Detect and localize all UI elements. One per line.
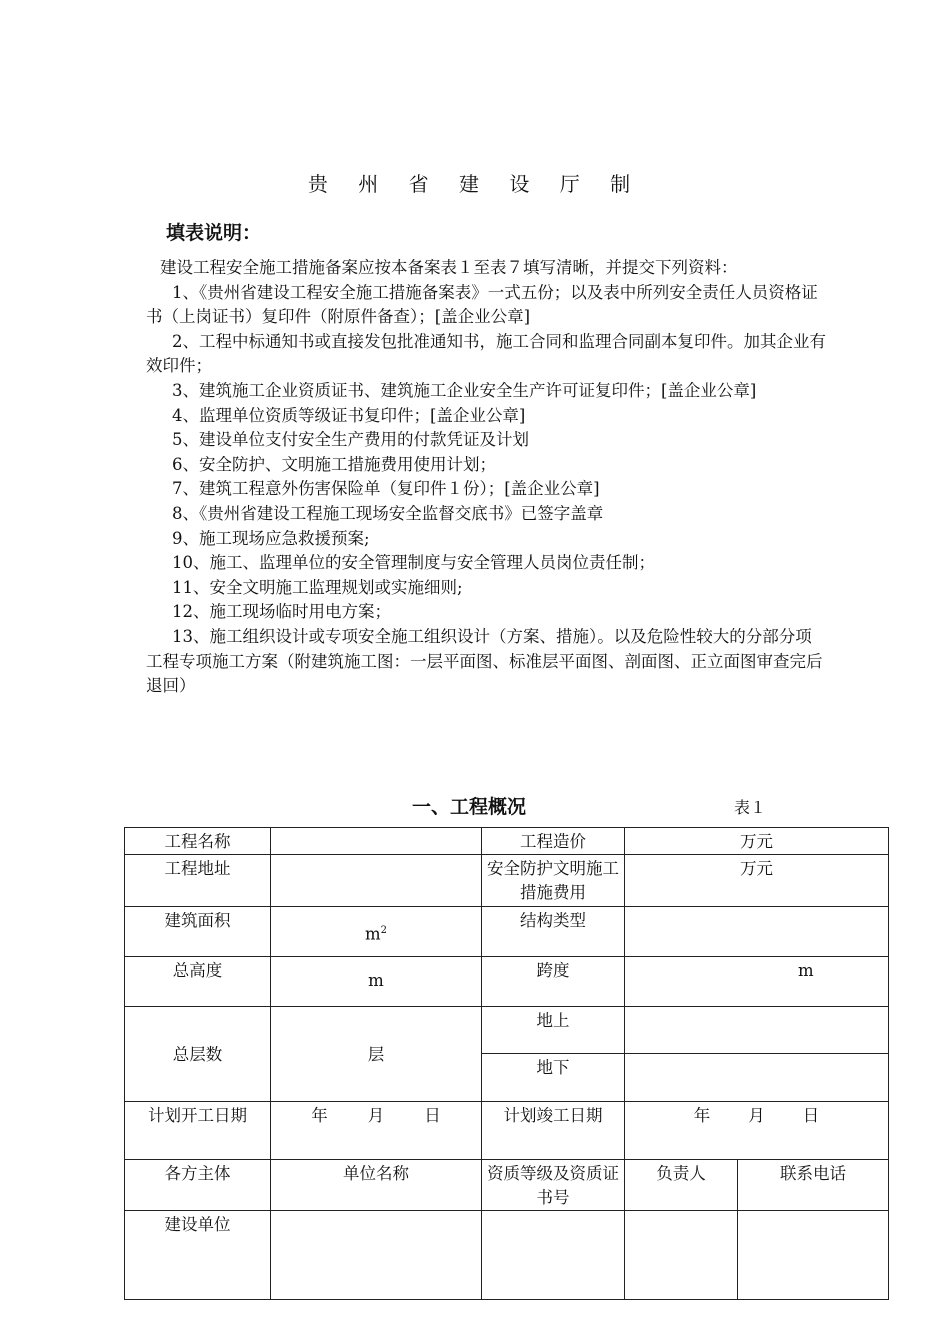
span-value[interactable] (625, 957, 889, 1007)
instructions-title: 填表说明： (166, 222, 262, 244)
instruction-item: 7、建筑工程意外伤害保险单（复印件１份）；[盖企业公章] (172, 479, 600, 499)
qualification-header: 资质等级及资质证书号 (482, 1160, 625, 1211)
owner-unit-qualification[interactable] (482, 1211, 625, 1300)
instruction-item: 12、施工现场临时用电方案； (172, 602, 391, 622)
above-ground-value[interactable] (625, 1007, 889, 1054)
project-overview-table (124, 827, 889, 1300)
instruction-item: 8、《贵州省建设工程施工现场安全监督交底书》已签字盖章 (172, 503, 604, 523)
project-name-value[interactable] (271, 828, 482, 855)
end-year: 年 (693, 1106, 711, 1125)
instruction-item: 3、建筑施工企业资质证书、建筑施工企业安全生产许可证复印件；[盖企业公章] (172, 380, 757, 400)
floors-unit: 层 (367, 1045, 385, 1064)
parties-label: 各方主体 (125, 1160, 271, 1211)
instruction-item: 4、监理单位资质等级证书复印件；[盖企业公章] (172, 405, 526, 425)
below-ground-label: 地下 (482, 1054, 625, 1102)
instructions-body (146, 256, 826, 699)
above-ground-label: 地上 (482, 1007, 625, 1054)
floors-label: 总层数 (125, 1007, 271, 1102)
area-value[interactable] (271, 907, 482, 957)
instruction-item: 11、安全文明施工监理规划或实施细则; (172, 577, 463, 597)
height-unit: m (368, 971, 384, 990)
owner-unit-phone[interactable] (738, 1211, 889, 1300)
safety-cost-label: 安全防护文明施工措施费用 (482, 855, 625, 907)
instruction-item: 2、工程中标通知书或直接发包批准通知书，施工合同和监理合同副本复印件。加其企业有效印件； (146, 331, 826, 376)
owner-unit-responsible[interactable] (625, 1211, 738, 1300)
area-unit: $m^2$ (364, 924, 388, 944)
responsible-header: 负责人 (625, 1160, 738, 1211)
owner-unit-name[interactable] (271, 1211, 482, 1300)
address-value[interactable] (271, 855, 482, 907)
safety-cost-unit: 万元 (740, 859, 773, 878)
project-cost-label: 工程造价 (482, 828, 625, 855)
start-date-value[interactable] (271, 1102, 482, 1160)
instruction-item: 5、建设单位支付安全生产费用的付款凭证及计划 (172, 430, 529, 450)
end-date-label: 计划竣工日期 (482, 1102, 625, 1160)
floors-value[interactable] (271, 1007, 482, 1102)
height-label: 总高度 (125, 957, 271, 1007)
issuer-line: 贵 州 省 建 设 厅 制 (307, 172, 643, 196)
instructions-intro: 建设工程安全施工措施备案应按本备案表１至表７填写清晰，并提交下列资料： (160, 258, 738, 277)
instruction-item: 9、施工现场应急救援预案; (172, 528, 370, 548)
project-name-label: 工程名称 (125, 828, 271, 855)
span-unit: m (798, 961, 814, 980)
owner-unit-label: 建设单位 (125, 1211, 271, 1300)
instruction-item: 13、施工组织设计或专项安全施工组织设计（方案、措施）。以及危险性较大的分部分项工程专项施工方案（附建筑施工图：一层平面图、标准层平面图、剖面图、正立面图审查完后退回） (146, 626, 823, 696)
below-ground-value[interactable] (625, 1054, 889, 1102)
end-month: 月 (748, 1106, 765, 1125)
end-day: 日 (802, 1106, 820, 1125)
phone-header: 联系电话 (738, 1160, 889, 1211)
project-cost-unit: 万元 (740, 832, 773, 851)
span-label: 跨度 (482, 957, 625, 1007)
structure-value[interactable] (625, 907, 889, 957)
start-date-label: 计划开工日期 (125, 1102, 271, 1160)
project-cost-value[interactable] (625, 828, 889, 855)
end-date-value[interactable] (625, 1102, 889, 1160)
instruction-item: 1、《贵州省建设工程安全施工措施备案表》一式五份；以及表中所列安全责任人员资格证书（上岗证书）复印件（附原件备查）；[盖企业公章] (146, 282, 818, 327)
height-value[interactable] (271, 957, 482, 1007)
unit-name-header: 单位名称 (271, 1160, 482, 1211)
structure-label: 结构类型 (482, 907, 625, 957)
instruction-item: 6、安全防护、文明施工措施费用使用计划； (172, 454, 496, 474)
start-month: 月 (367, 1106, 385, 1125)
instruction-item: 10、施工、监理单位的安全管理制度与安全管理人员岗位责任制； (172, 553, 655, 573)
start-year: 年 (311, 1106, 328, 1125)
start-day: 日 (424, 1106, 441, 1125)
safety-cost-value[interactable] (625, 855, 889, 907)
area-label: 建筑面积 (125, 907, 271, 957)
table-title: 一、工程概况 (412, 796, 527, 818)
area-unit-sup: 2 (380, 925, 388, 936)
address-label: 工程地址 (125, 855, 271, 907)
table-number: 表１ (734, 798, 767, 817)
